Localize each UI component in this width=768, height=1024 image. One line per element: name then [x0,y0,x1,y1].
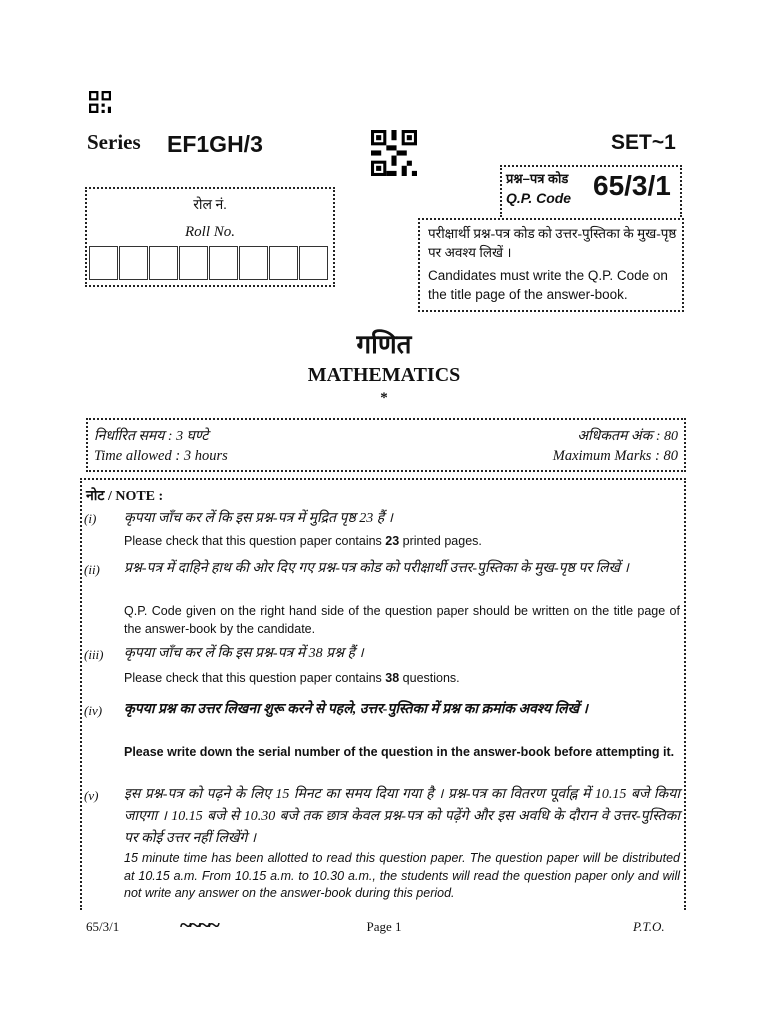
note-number: (i) [84,511,97,526]
roll-cell[interactable] [149,246,178,280]
roll-label-hindi: रोल नं. [193,198,227,213]
candidate-instruction-hindi: परीक्षार्थी प्रश्न-पत्र कोड को उत्तर-पुस्तिका के मुख-पृष्ठ पर अवश्य लिखें । [428,226,677,260]
time-allowed: Time allowed : 3 hours [94,448,228,464]
note-text-part: questions. [399,671,460,685]
roll-cell[interactable] [119,246,148,280]
qr-code [371,130,417,176]
footer-tilde: ~~~~ [180,912,218,937]
note-text [124,670,680,688]
note-text: Q.P. Code given on the right hand side of the question paper should be written on the title page of the answer-book by the candidate. [124,604,680,636]
roll-number-box [85,187,335,287]
note-text: Please write down the serial number of the question in the answer-book before attempting it. [124,745,675,759]
note-text-hindi: कृपया प्रश्न का उत्तर लिखना शुरू करने से पहले, उत्तर-पुस्तिका में प्रश्न का क्रमांक अवश्य लिखें । [124,702,588,717]
note-text-hindi: इस प्रश्न-पत्र को पढ़ने के लिए 15 मिनट का समय दिया गया है । प्रश्न-पत्र का वितरण पूर्वाह्न में 10.15 बजे किया जाएगा । 10.15 बजे से 10.30 बजे तक छात्र केवल प्रश्न-पत्र को पढ़ेंगे और इस अवधि के दौरान वे उत्तर-पुस्तिका पर कोई उत्तर नहीं लिखेंगे । [124,787,680,846]
series-label: Series [87,130,141,154]
note-text-part: Please check that this question paper contains [124,534,386,548]
footer-qp-code: 65/3/1 [86,919,120,934]
note-text-emphasis: 38 [385,671,400,685]
note-number: (iv) [84,703,103,718]
note-text [124,533,680,551]
notes-section [80,478,686,910]
note-number: (ii) [84,562,100,577]
note-text: 15 minute time has been allotted to read this question paper. The question paper will be distributed at 10.15 a.m. From 10.15 a.m. to 10.30 a.m., the students will read the question paper only and will not write any answer on the answer-book during this period. [124,851,680,900]
note-text-hindi: कृपया जाँच कर लें कि इस प्रश्न-पत्र में मुद्रित पृष्ठ 23 हैं । [124,511,393,526]
roll-label: Roll No. [184,224,235,240]
roll-cell[interactable] [89,246,118,280]
qp-code-label: Q.P. Code [506,190,572,206]
roll-number-cells[interactable] [89,246,329,280]
series-code: EF1GH/3 [167,131,263,157]
title-asterisk: * [380,390,388,406]
set-label: SET~1 [611,131,676,154]
time-marks-box [86,418,686,472]
note-number: (iii) [84,647,104,662]
page-number: Page 1 [366,919,402,934]
subject-title-hindi: गणित [356,330,412,359]
roll-cell[interactable] [239,246,268,280]
qr-code-small [89,91,111,113]
notes-title: नोट / NOTE : [86,489,164,504]
qp-code-label-hindi: प्रश्न–पत्र कोड [506,171,569,186]
roll-cell[interactable] [269,246,298,280]
note-text-hindi: कृपया जाँच कर लें कि इस प्रश्न-पत्र में 38 प्रश्न हैं । [124,646,364,661]
pto-label: P.T.O. [633,919,665,934]
roll-cell[interactable] [299,246,328,280]
note-text-part: printed pages. [399,534,482,548]
roll-cell[interactable] [179,246,208,280]
candidate-instruction: Candidates must write the Q.P. Code on the title page of the answer-book. [428,268,668,302]
note-text-part: Please check that this question paper contains [124,671,386,685]
subject-title: MATHEMATICS [307,364,461,386]
time-allowed-hindi: निर्धारित समय : 3 घण्टे [94,429,209,444]
note-number: (v) [84,788,99,803]
note-text-hindi: प्रश्न-पत्र में दाहिने हाथ की ओर दिए गए प्रश्न-पत्र कोड को परीक्षार्थी उत्तर-पुस्तिका के मुख-पृष्ठ पर लिखें । [124,561,629,576]
max-marks: Maximum Marks : 80 [552,448,678,464]
candidate-instruction-box [418,218,684,312]
max-marks-hindi: अधिकतम अंक : 80 [577,429,678,444]
note-text-emphasis: 23 [385,534,400,548]
qp-code-value: 65/3/1 [593,170,671,201]
roll-cell[interactable] [209,246,238,280]
